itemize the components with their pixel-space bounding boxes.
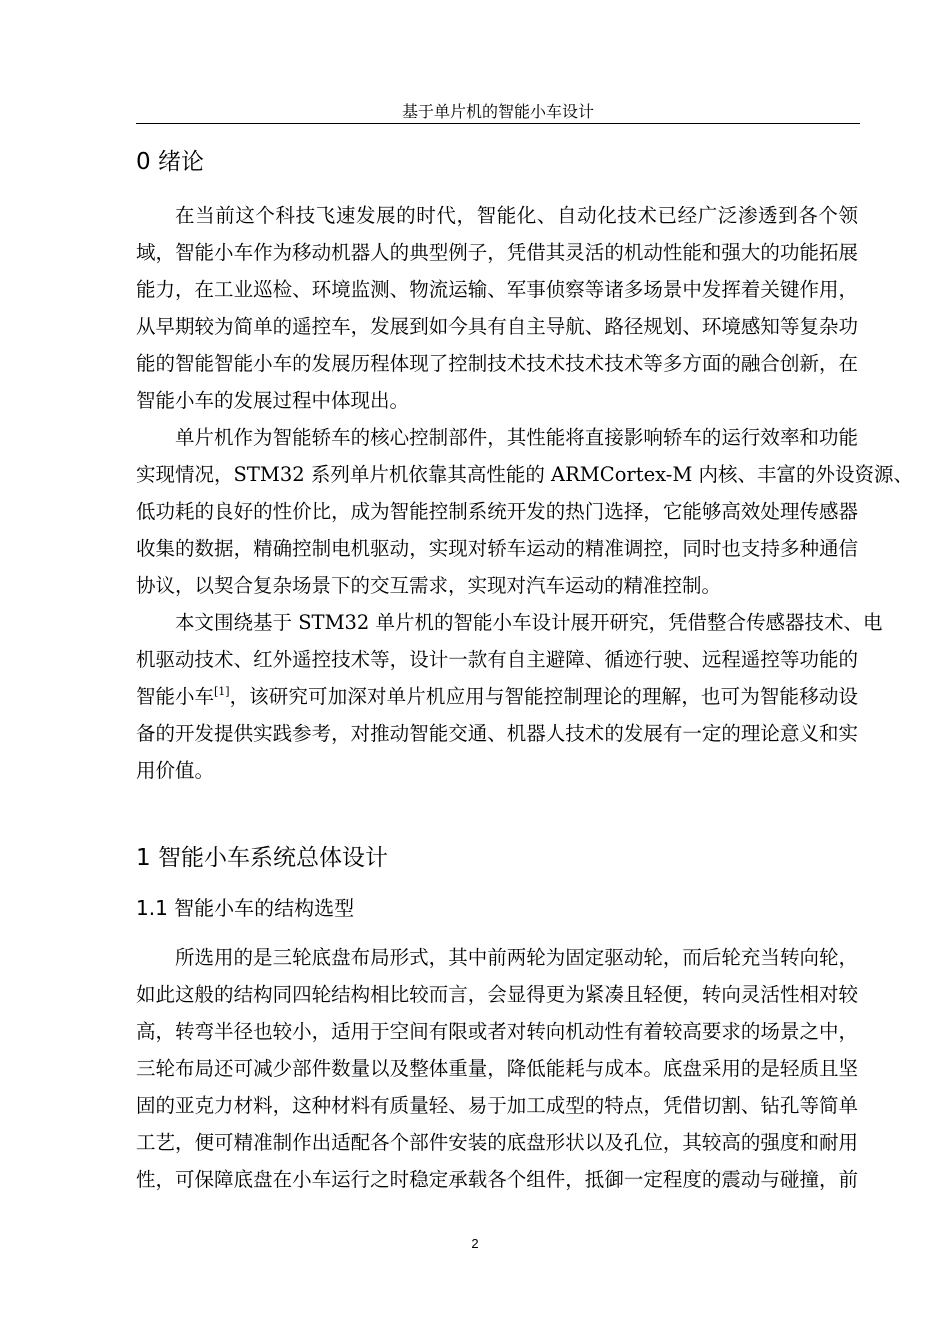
text-line: 单片机作为智能轿车的核心控制部件，其性能将直接影响轿车的运行效率和功能 (175, 426, 858, 449)
text-line: 能的智能智能小车的发展历程体现了控制技术技术技术技术等多方面的融合创新，在 (136, 352, 858, 375)
text-line: 在当前这个科技飞速发展的时代，智能化、自动化技术已经广泛渗透到各个领 (175, 204, 858, 227)
text-line: 如此这般的结构同四轮结构相比较而言，会显得更为紧凑且轻便，转向灵活性相对较 (136, 983, 858, 1006)
text-line: 本文围绕基于 STM32 单片机的智能小车设计展开研究，凭借整合传感器技术、电 (175, 611, 883, 634)
text-line: 域，智能小车作为移动机器人的典型例子，凭借其灵活的机动性能和强大的功能拓展 (136, 241, 858, 264)
text-span: ， (229, 685, 250, 708)
running-header: 基于单片机的智能小车设计 (401, 102, 594, 121)
text-line: 协议，以契合复杂场景下的交互需求，实现对汽车运动的精准控制。 (136, 574, 722, 597)
text-line: 能力，在工业巡检、环境监测、物流运输、军事侦察等诸多场景中发挥着关键作用， (136, 278, 858, 301)
subsection-heading-1-1: 1.1 智能小车的结构选型 (136, 896, 355, 920)
text-line: 固的亚克力材料，这种材料有质量轻、易于加工成型的特点，凭借切割、钻孔等简单 (136, 1094, 858, 1117)
page-number: 2 (471, 1236, 479, 1251)
text-line: 备的开发提供实践参考，对推动智能交通、机器人技术的发展有一定的理论意义和实 (136, 722, 858, 745)
text-line: 从早期较为简单的遥控车，发展到如今具有自主导航、路径规划、环境感知等复杂功 (136, 315, 858, 338)
header-rule (136, 123, 860, 124)
text-line: 机驱动技术、红外遥控技术等，设计一款有自主避障、循迹行驶、远程遥控等功能的 (136, 648, 858, 671)
text-line: 所选用的是三轮底盘布局形式，其中前两轮为固定驱动轮，而后轮充当转向轮， (175, 946, 858, 969)
paragraph-2 (136, 419, 914, 604)
paragraph-1 (136, 197, 858, 419)
text-line: 性，可保障底盘在小车运行之时稳定承载各个组件，抵御一定程度的震动与碰撞，前 (136, 1168, 858, 1191)
text-line: 三轮布局还可减少部件数量以及整体重量，降低能耗与成本。底盘采用的是轻质且坚 (136, 1057, 858, 1080)
citation-link[interactable]: [1] (214, 685, 230, 698)
section-heading-1: 1 智能小车系统总体设计 (136, 845, 388, 871)
text-line: 用价值。 (136, 759, 215, 782)
text-line: 低功耗的良好的性价比，成为智能控制系统开发的热门选择，它能够高效处理传感器 (136, 500, 858, 523)
text-line: 智能小车的发展过程中体现出。 (136, 389, 410, 412)
text-line: 高，转弯半径也较小，适用于空间有限或者对转向机动性有着较高要求的场景之中， (136, 1020, 858, 1043)
text-line: 收集的数据，精确控制电机驱动，实现对轿车运动的精准调控，同时也支持多种通信 (136, 537, 858, 560)
paragraph-3 (136, 604, 883, 789)
text-span: 智能小车 (136, 685, 215, 708)
text-span: 该研究可加深对单片机应用与智能控制理论的理解，也可为智能移动设 (249, 685, 858, 708)
paragraph-4 (136, 939, 858, 1198)
text-line: 工艺，便可精准制作出适配各个部件安装的底盘形状以及孔位，其较高的强度和耐用 (136, 1131, 858, 1154)
section-heading-introduction: 0 绪论 (136, 149, 204, 175)
text-line: 实现情况，STM32 系列单片机依靠其高性能的 ARMCortex-M 内核、丰富的外设资源、 (136, 463, 914, 486)
text-line (136, 678, 858, 715)
